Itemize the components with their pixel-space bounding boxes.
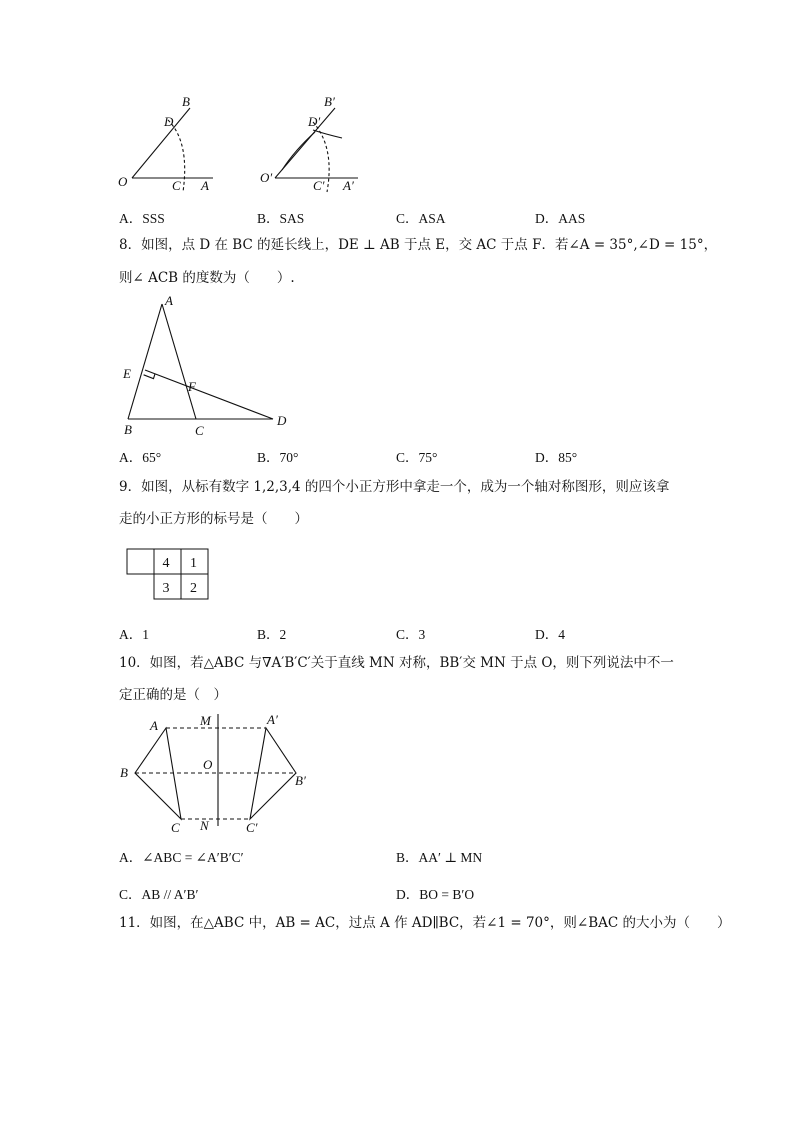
q9-option-a[interactable]: A．1 [119, 627, 149, 642]
label-a: A [150, 718, 158, 733]
label-n: N [200, 818, 209, 833]
cell-3: 3 [162, 581, 170, 596]
cell-1: 1 [190, 556, 197, 571]
q8-question-line1: 8．如图，点 D 在 BC 的延长线上，DE ⊥ AB 于点 E，交 AC 于点 F．若∠A = 35°,∠D = 15°， [119, 237, 718, 253]
label-b: B [182, 94, 190, 109]
q11-question-line1: 11．如图，在△ABC 中，AB = AC，过点 A 作 AD∥BC，若∠1 = 70°，则∠BAC 的大小为（ ） [119, 915, 731, 931]
q10-question-line1: 10．如图，若△ABC 与∇A′B′C′关于直线 MN 对称，BB′交 MN 于点 O，则下列说法中不一 [119, 655, 674, 671]
label-f: F [188, 379, 196, 394]
ray-ob [132, 108, 190, 178]
q7-option-a[interactable]: A．SSS [119, 211, 165, 226]
q10-question-line2: 定正确的是（ ） [119, 687, 227, 703]
segment-ed [145, 370, 273, 419]
q10-figure [115, 708, 325, 838]
q8-option-b[interactable]: B．70° [257, 450, 299, 465]
label-o: O [203, 757, 213, 772]
label-m: M [200, 713, 211, 728]
right-angle-mark [144, 374, 155, 379]
cell-2: 2 [190, 581, 197, 596]
q7-option-c[interactable]: C．ASA [396, 211, 446, 226]
label-a: A [201, 178, 209, 193]
label-c2: C′ [313, 178, 325, 193]
q10-option-d[interactable]: D．BO = B′O [396, 887, 475, 902]
q10-option-c[interactable]: C．AB // A′B′ [119, 887, 199, 902]
q8-figure [115, 290, 300, 440]
label-d: D [164, 114, 174, 129]
label-a: A [165, 293, 173, 308]
q9-option-c[interactable]: C．3 [396, 627, 426, 642]
segment-ab [128, 304, 162, 419]
q9-figure [124, 546, 214, 604]
label-a2: A′ [267, 712, 278, 727]
q8-option-d[interactable]: D．85° [535, 450, 578, 465]
square-blank [127, 549, 154, 574]
q9-question-line1: 9．如图，从标有数字 1,2,3,4 的四个小正方形中拿走一个，成为一个轴对称图形，则应该拿 [119, 479, 670, 495]
label-b: B [120, 765, 128, 780]
cell-4: 4 [162, 556, 170, 571]
q7-option-d[interactable]: D．AAS [535, 211, 586, 226]
label-c: C [172, 178, 181, 193]
label-c: C [195, 423, 204, 438]
label-b2: B′ [324, 94, 335, 109]
q7-option-b[interactable]: B．SAS [257, 211, 305, 226]
q10-option-b[interactable]: B．AA′ ⊥ MN [396, 850, 483, 865]
label-e: E [123, 366, 131, 381]
q9-option-b[interactable]: B．2 [257, 627, 287, 642]
q8-option-a[interactable]: A．65° [119, 450, 162, 465]
label-a2: A′ [343, 178, 354, 193]
q8-question-line2: 则∠ ACB 的度数为（ ）. [119, 270, 295, 286]
segment-ac [162, 304, 196, 419]
label-b: B [124, 422, 132, 437]
label-o: O [118, 174, 128, 189]
arc-large [313, 130, 342, 138]
q10-option-a[interactable]: A．∠ABC = ∠A′B′C′ [119, 850, 244, 865]
label-d: D [277, 413, 287, 428]
label-c: C [171, 820, 180, 835]
q9-question-line2: 走的小正方形的标号是（ ） [119, 511, 308, 527]
label-o2: O′ [260, 170, 273, 185]
q8-option-c[interactable]: C．75° [396, 450, 438, 465]
q7-figures [110, 92, 370, 197]
label-b2: B′ [295, 773, 306, 788]
label-c2: C′ [246, 820, 258, 835]
label-d2: D′ [308, 114, 321, 129]
q9-option-d[interactable]: D．4 [535, 627, 565, 642]
